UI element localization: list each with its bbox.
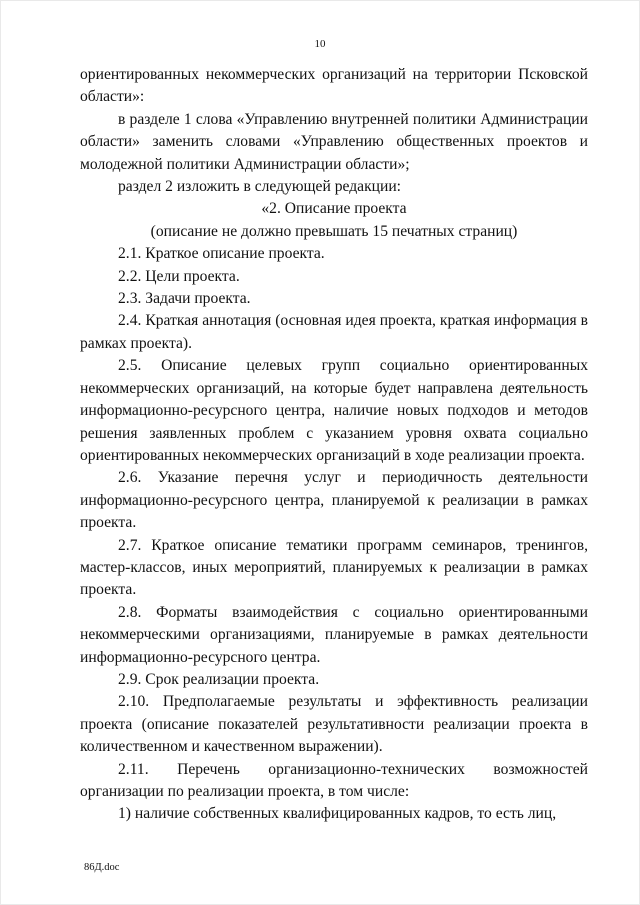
paragraph-3: раздел 2 изложить в следующей редакции: (118, 178, 402, 196)
item-2-8: 2.8. Форматы взаимодействия с социально ориентированными некоммерческими организациями, планируемые в рамках деятельности информационно-ресурсного центра. (80, 603, 588, 666)
item-2-6: 2.6. Указание перечня услуг и периодичность деятельности информационно-ресурсного центра, планируемой к реализации в рамках проекта. (80, 469, 588, 532)
item-2-11: 2.11. Перечень организационно-технических возможностей организации по реализации проекта, в том числе: (80, 760, 588, 800)
document-body (80, 64, 588, 826)
item-2-9: 2.9. Срок реализации проекта. (118, 670, 320, 688)
section-heading: «2. Описание проекта (261, 200, 407, 218)
item-2-2: 2.2. Цели проекта. (118, 267, 240, 285)
item-2-5: 2.5. Описание целевых групп социально ориентированных некоммерческих организаций, на которые будет направлена деятельность информационно-ресурсного центра, наличие новых подходов и методов решения заявленных проблем с указанием уровня охвата социально ориентированных некоммерческих организаций в ходе реализации проекта. (80, 357, 588, 464)
item-2-1: 2.1. Краткое описание проекта. (118, 245, 325, 263)
item-2-3: 2.3. Задачи проекта. (118, 290, 251, 308)
item-2-4: 2.4. Краткая аннотация (основная идея проекта, краткая информация в рамках проекта). (80, 312, 588, 352)
item-2-7: 2.7. Краткое описание тематики программ семинаров, тренингов, мастер-классов, иных мероприятий, планируемых к реализации в рамках проекта. (80, 536, 588, 599)
section-subheading: (описание не должно превышать 15 печатных страниц) (150, 222, 518, 240)
page-number: 10 (314, 38, 326, 50)
footer-filename: 86Д.doc (84, 862, 120, 873)
subitem-1: 1) наличие собственных квалифицированных кадров, то есть лиц, (118, 805, 557, 823)
item-2-10: 2.10. Предполагаемые результаты и эффективность реализации проекта (описание показателей результативности реализации проекта в количественном и качественном выражении). (80, 693, 588, 756)
paragraph-2: в разделе 1 слова «Управлению внутренней политики Администрации области» заменить словами «Управлению общественных проектов и молодежной политики Администрации области»; (80, 110, 588, 173)
paragraph-1: ориентированных некоммерческих организаций на территории Псковской области»: (80, 66, 588, 106)
